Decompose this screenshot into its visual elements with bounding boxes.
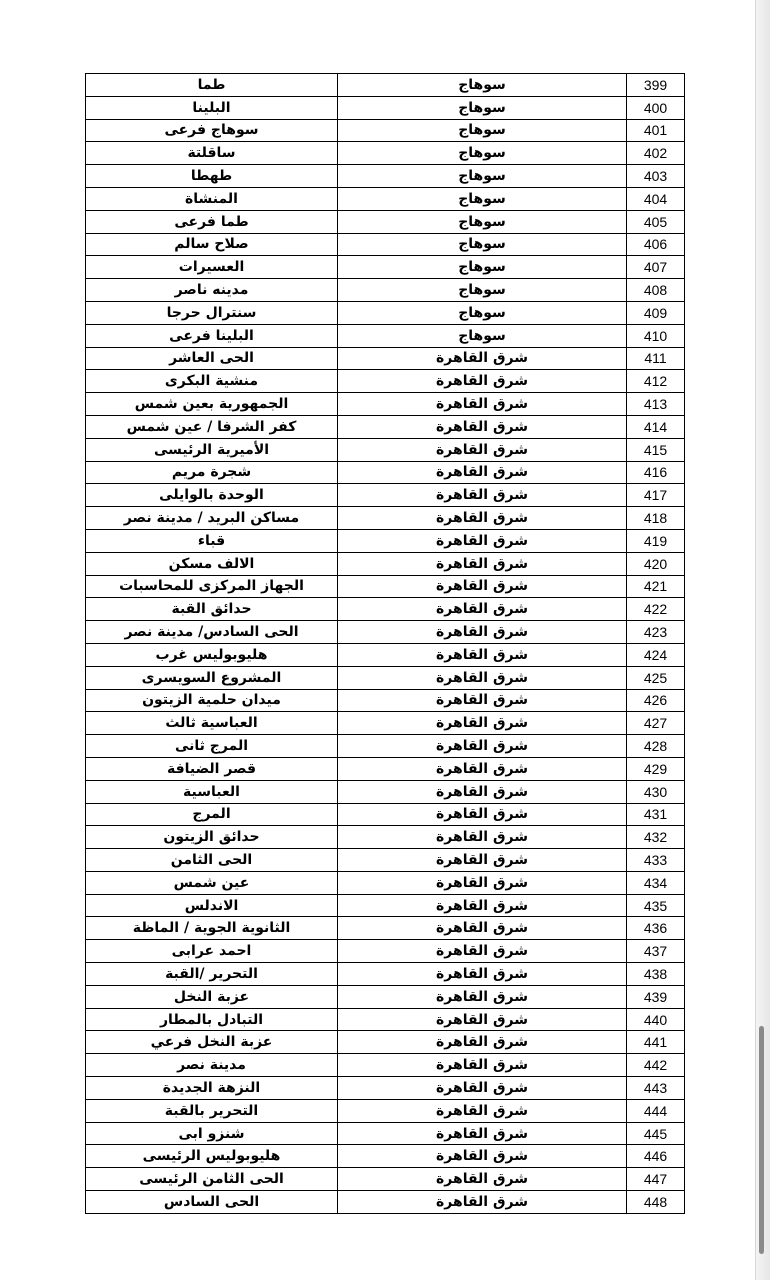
- office-name-cell: الحى الثامن الرئيسى: [86, 1168, 338, 1191]
- governorate-cell: سوهاج: [338, 96, 627, 119]
- office-name-cell: طهطا: [86, 165, 338, 188]
- governorate-cell: شرق القاهرة: [338, 1191, 627, 1214]
- governorate-cell: شرق القاهرة: [338, 484, 627, 507]
- governorate-cell: شرق القاهرة: [338, 1031, 627, 1054]
- row-number: 402: [627, 142, 685, 165]
- table-row: [86, 985, 685, 1008]
- table-row: [86, 1031, 685, 1054]
- governorate-cell: شرق القاهرة: [338, 415, 627, 438]
- governorate-cell: شرق القاهرة: [338, 803, 627, 826]
- office-name-cell: العباسية: [86, 780, 338, 803]
- table-row: [86, 210, 685, 233]
- office-name-cell: التبادل بالمطار: [86, 1008, 338, 1031]
- row-number: 432: [627, 826, 685, 849]
- office-name-cell: شنزو ابى: [86, 1122, 338, 1145]
- table-row: [86, 735, 685, 758]
- table-row: [86, 757, 685, 780]
- row-number: 406: [627, 233, 685, 256]
- row-number: 447: [627, 1168, 685, 1191]
- office-name-cell: سوهاج فرعى: [86, 119, 338, 142]
- row-number: 429: [627, 757, 685, 780]
- row-number: 439: [627, 985, 685, 1008]
- row-number: 424: [627, 643, 685, 666]
- table-row: [86, 1145, 685, 1168]
- table-row: [86, 552, 685, 575]
- table-row: [86, 849, 685, 872]
- office-name-cell: عين شمس: [86, 871, 338, 894]
- office-name-cell: الجمهورية بعين شمس: [86, 393, 338, 416]
- governorate-cell: شرق القاهرة: [338, 666, 627, 689]
- table-row: [86, 301, 685, 324]
- governorate-cell: شرق القاهرة: [338, 780, 627, 803]
- governorate-cell: شرق القاهرة: [338, 1054, 627, 1077]
- governorate-cell: شرق القاهرة: [338, 1145, 627, 1168]
- table-row: [86, 1191, 685, 1214]
- office-name-cell: التحرير /القبة: [86, 963, 338, 986]
- table-row: [86, 1077, 685, 1100]
- table-body: [86, 74, 685, 1214]
- row-number: 410: [627, 324, 685, 347]
- row-number: 408: [627, 279, 685, 302]
- table-row: [86, 803, 685, 826]
- office-name-cell: شجرة مريم: [86, 461, 338, 484]
- row-number: 444: [627, 1099, 685, 1122]
- table-row: [86, 871, 685, 894]
- office-name-cell: قباء: [86, 529, 338, 552]
- office-name-cell: طما فرعى: [86, 210, 338, 233]
- table-row: [86, 187, 685, 210]
- office-name-cell: هليوبوليس الرئيسى: [86, 1145, 338, 1168]
- row-number: 441: [627, 1031, 685, 1054]
- governorate-cell: شرق القاهرة: [338, 849, 627, 872]
- office-name-cell: الحى العاشر: [86, 347, 338, 370]
- table-row: [86, 74, 685, 97]
- row-number: 409: [627, 301, 685, 324]
- table-row: [86, 712, 685, 735]
- governorate-cell: سوهاج: [338, 301, 627, 324]
- governorate-cell: شرق القاهرة: [338, 826, 627, 849]
- row-number: 431: [627, 803, 685, 826]
- table-row: [86, 96, 685, 119]
- office-name-cell: احمد عرابى: [86, 940, 338, 963]
- governorate-cell: شرق القاهرة: [338, 643, 627, 666]
- row-number: 446: [627, 1145, 685, 1168]
- office-name-cell: منشية البكرى: [86, 370, 338, 393]
- table-row: [86, 324, 685, 347]
- governorate-cell: شرق القاهرة: [338, 598, 627, 621]
- table-row: [86, 347, 685, 370]
- table-row: [86, 621, 685, 644]
- table-row: [86, 233, 685, 256]
- row-number: 411: [627, 347, 685, 370]
- row-number: 401: [627, 119, 685, 142]
- table-row: [86, 643, 685, 666]
- office-name-cell: العباسية ثالث: [86, 712, 338, 735]
- row-number: 422: [627, 598, 685, 621]
- row-number: 399: [627, 74, 685, 97]
- table-row: [86, 1099, 685, 1122]
- table-row: [86, 484, 685, 507]
- governorate-cell: شرق القاهرة: [338, 529, 627, 552]
- office-name-cell: سنترال حرجا: [86, 301, 338, 324]
- row-number: 418: [627, 507, 685, 530]
- office-name-cell: هليوبوليس غرب: [86, 643, 338, 666]
- office-name-cell: مساكن البريد / مدينة نصر: [86, 507, 338, 530]
- row-number: 420: [627, 552, 685, 575]
- governorate-cell: شرق القاهرة: [338, 370, 627, 393]
- office-name-cell: الوحدة بالوايلى: [86, 484, 338, 507]
- row-number: 400: [627, 96, 685, 119]
- row-number: 414: [627, 415, 685, 438]
- governorate-cell: شرق القاهرة: [338, 735, 627, 758]
- row-number: 440: [627, 1008, 685, 1031]
- office-name-cell: الأميرية الرئيسى: [86, 438, 338, 461]
- governorate-cell: شرق القاهرة: [338, 985, 627, 1008]
- office-name-cell: الاندلس: [86, 894, 338, 917]
- table-row: [86, 575, 685, 598]
- office-name-cell: المشروع السويسرى: [86, 666, 338, 689]
- table-row: [86, 438, 685, 461]
- row-number: 433: [627, 849, 685, 872]
- table-row: [86, 894, 685, 917]
- offices-table: [85, 73, 685, 1214]
- table-row: [86, 393, 685, 416]
- governorate-cell: شرق القاهرة: [338, 1008, 627, 1031]
- office-name-cell: الحى الثامن: [86, 849, 338, 872]
- governorate-cell: شرق القاهرة: [338, 461, 627, 484]
- office-name-cell: العسيرات: [86, 256, 338, 279]
- table-row: [86, 256, 685, 279]
- row-number: 407: [627, 256, 685, 279]
- row-number: 413: [627, 393, 685, 416]
- governorate-cell: شرق القاهرة: [338, 1077, 627, 1100]
- row-number: 415: [627, 438, 685, 461]
- governorate-cell: سوهاج: [338, 187, 627, 210]
- governorate-cell: شرق القاهرة: [338, 894, 627, 917]
- table-row: [86, 1054, 685, 1077]
- table-row: [86, 507, 685, 530]
- office-name-cell: البلينا فرعى: [86, 324, 338, 347]
- row-number: 436: [627, 917, 685, 940]
- governorate-cell: شرق القاهرة: [338, 963, 627, 986]
- governorate-cell: شرق القاهرة: [338, 871, 627, 894]
- governorate-cell: سوهاج: [338, 74, 627, 97]
- row-number: 442: [627, 1054, 685, 1077]
- governorate-cell: سوهاج: [338, 119, 627, 142]
- governorate-cell: سوهاج: [338, 256, 627, 279]
- table-row: [86, 165, 685, 188]
- governorate-cell: شرق القاهرة: [338, 1122, 627, 1145]
- row-number: 425: [627, 666, 685, 689]
- table-row: [86, 940, 685, 963]
- row-number: 416: [627, 461, 685, 484]
- table-row: [86, 1008, 685, 1031]
- row-number: 412: [627, 370, 685, 393]
- row-number: 404: [627, 187, 685, 210]
- row-number: 438: [627, 963, 685, 986]
- row-number: 405: [627, 210, 685, 233]
- office-name-cell: مدينه ناصر: [86, 279, 338, 302]
- office-name-cell: ميدان حلمية الزيتون: [86, 689, 338, 712]
- office-name-cell: المرج ثانى: [86, 735, 338, 758]
- table-row: [86, 142, 685, 165]
- governorate-cell: سوهاج: [338, 233, 627, 256]
- office-name-cell: عزبة النخل فرعي: [86, 1031, 338, 1054]
- table-row: [86, 1168, 685, 1191]
- office-name-cell: حدائق الزيتون: [86, 826, 338, 849]
- office-name-cell: صلاح سالم: [86, 233, 338, 256]
- governorate-cell: شرق القاهرة: [338, 712, 627, 735]
- table-row: [86, 780, 685, 803]
- office-name-cell: الحى السادس: [86, 1191, 338, 1214]
- row-number: 430: [627, 780, 685, 803]
- governorate-cell: سوهاج: [338, 165, 627, 188]
- office-name-cell: عزبة النخل: [86, 985, 338, 1008]
- row-number: 434: [627, 871, 685, 894]
- office-name-cell: النزهة الجديدة: [86, 1077, 338, 1100]
- scrollbar[interactable]: [759, 1026, 764, 1254]
- row-number: 428: [627, 735, 685, 758]
- office-name-cell: الجهاز المركزى للمحاسبات: [86, 575, 338, 598]
- row-number: 443: [627, 1077, 685, 1100]
- table-row: [86, 963, 685, 986]
- office-name-cell: التحرير بالقبة: [86, 1099, 338, 1122]
- governorate-cell: شرق القاهرة: [338, 1099, 627, 1122]
- table-row: [86, 1122, 685, 1145]
- governorate-cell: شرق القاهرة: [338, 689, 627, 712]
- table-row: [86, 529, 685, 552]
- office-name-cell: ساقلتة: [86, 142, 338, 165]
- table-row: [86, 461, 685, 484]
- governorate-cell: شرق القاهرة: [338, 552, 627, 575]
- office-name-cell: المنشاة: [86, 187, 338, 210]
- governorate-cell: شرق القاهرة: [338, 917, 627, 940]
- table-row: [86, 415, 685, 438]
- row-number: 437: [627, 940, 685, 963]
- office-name-cell: قصر الضيافة: [86, 757, 338, 780]
- governorate-cell: سوهاج: [338, 324, 627, 347]
- office-name-cell: البلينا: [86, 96, 338, 119]
- row-number: 403: [627, 165, 685, 188]
- governorate-cell: سوهاج: [338, 142, 627, 165]
- governorate-cell: شرق القاهرة: [338, 940, 627, 963]
- table-row: [86, 598, 685, 621]
- governorate-cell: شرق القاهرة: [338, 507, 627, 530]
- row-number: 426: [627, 689, 685, 712]
- row-number: 448: [627, 1191, 685, 1214]
- governorate-cell: شرق القاهرة: [338, 1168, 627, 1191]
- office-name-cell: طما: [86, 74, 338, 97]
- governorate-cell: شرق القاهرة: [338, 575, 627, 598]
- governorate-cell: شرق القاهرة: [338, 757, 627, 780]
- table-row: [86, 279, 685, 302]
- row-number: 423: [627, 621, 685, 644]
- table-row: [86, 370, 685, 393]
- table-row: [86, 666, 685, 689]
- office-name-cell: مدينة نصر: [86, 1054, 338, 1077]
- table-row: [86, 826, 685, 849]
- office-name-cell: الحى السادس/ مدينة نصر: [86, 621, 338, 644]
- row-number: 435: [627, 894, 685, 917]
- row-number: 421: [627, 575, 685, 598]
- office-name-cell: الثانوية الجوية / الماظة: [86, 917, 338, 940]
- governorate-cell: شرق القاهرة: [338, 393, 627, 416]
- table-row: [86, 917, 685, 940]
- row-number: 417: [627, 484, 685, 507]
- office-name-cell: الالف مسكن: [86, 552, 338, 575]
- table-row: [86, 689, 685, 712]
- governorate-cell: شرق القاهرة: [338, 438, 627, 461]
- office-name-cell: حدائق القبة: [86, 598, 338, 621]
- governorate-cell: سوهاج: [338, 279, 627, 302]
- row-number: 419: [627, 529, 685, 552]
- row-number: 445: [627, 1122, 685, 1145]
- table-row: [86, 119, 685, 142]
- office-name-cell: المرج: [86, 803, 338, 826]
- governorate-cell: سوهاج: [338, 210, 627, 233]
- office-name-cell: كفر الشرفا / عين شمس: [86, 415, 338, 438]
- governorate-cell: شرق القاهرة: [338, 621, 627, 644]
- row-number: 427: [627, 712, 685, 735]
- governorate-cell: شرق القاهرة: [338, 347, 627, 370]
